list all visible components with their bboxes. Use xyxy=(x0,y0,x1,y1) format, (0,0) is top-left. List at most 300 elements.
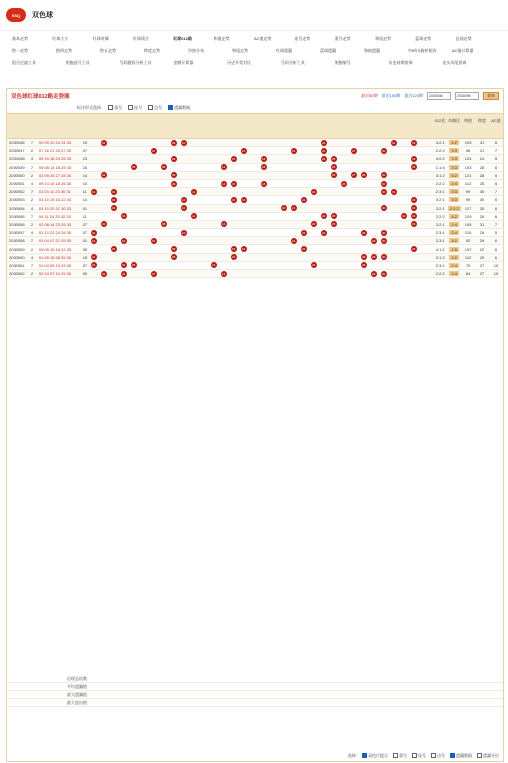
red-ball: 08 xyxy=(162,222,166,227)
footer-row: 最大遗漏值 xyxy=(7,691,503,699)
red-ball: 05 xyxy=(132,263,136,268)
blue: 05 xyxy=(82,246,88,252)
stats xyxy=(433,214,503,219)
odd-even: 4:2 xyxy=(451,172,457,178)
odd-even: 2:4 xyxy=(451,221,457,227)
opt-consecutive[interactable]: 连号 xyxy=(128,105,142,111)
issue: 2030061 xyxy=(9,262,25,268)
red-ball: 30 xyxy=(382,181,386,186)
table-row xyxy=(7,196,503,204)
red-ball: 11 xyxy=(192,189,196,194)
nav-item[interactable]: 号码跟踪分析工具 xyxy=(119,60,152,65)
span: 22 xyxy=(479,246,485,252)
opt-omission[interactable]: 遗漏数据 xyxy=(168,105,190,111)
issue: 2030050 xyxy=(9,172,25,178)
nav-item[interactable]: 跨一走势 xyxy=(12,48,28,53)
sum: 99 xyxy=(465,197,471,203)
red-ball: 04 xyxy=(122,263,126,268)
red-ball: 33 xyxy=(412,214,416,219)
red-ball: 26 xyxy=(342,181,346,186)
table-header xyxy=(7,113,503,139)
ratio-012: 3:2:1 xyxy=(435,140,445,146)
stats xyxy=(433,206,503,211)
red-ball: 09 xyxy=(172,247,176,252)
sum: 103 xyxy=(464,164,472,170)
span: 25 xyxy=(479,181,485,187)
nav-item[interactable]: 基本走势 xyxy=(12,36,28,41)
ac: 6 xyxy=(494,254,498,260)
table-row xyxy=(7,155,503,163)
red-ball: 32 xyxy=(402,214,406,219)
odd-even: 3:3 xyxy=(451,148,457,154)
nav-item[interactable]: 蓝球走势 xyxy=(415,36,432,41)
ac: 10 xyxy=(493,262,499,268)
query-button[interactable]: 查询 xyxy=(483,92,499,100)
red-ball: 25 xyxy=(332,173,336,178)
red-ball: 15 xyxy=(232,181,236,186)
red-ball: 07 xyxy=(152,148,156,153)
red-ball: 28 xyxy=(362,255,366,260)
ac: 5 xyxy=(494,172,498,178)
blue: 10 xyxy=(82,181,88,187)
nav-item[interactable]: 跨四走势 xyxy=(56,48,72,53)
red-ball: 18 xyxy=(262,156,266,161)
blue: 14 xyxy=(82,172,88,178)
stats xyxy=(433,148,503,153)
odd-even: 4:2 xyxy=(451,254,457,260)
issue: 2030056 xyxy=(9,221,25,227)
nav-item[interactable]: 历史开奖对比 xyxy=(227,60,252,65)
blue: 11 xyxy=(82,189,87,195)
nav-item[interactable]: 和尾走势 xyxy=(374,36,391,41)
blue: 16 xyxy=(82,164,88,170)
trend-rows xyxy=(7,139,503,671)
numbers: 05 08 14 18 25 33 xyxy=(38,164,72,170)
span: 31 xyxy=(479,140,485,146)
nav-item[interactable]: 跨五走势 xyxy=(100,48,116,53)
nav-item[interactable]: 冷热分布 xyxy=(188,48,204,53)
blue: 01 xyxy=(82,205,88,211)
weekday: 2 xyxy=(30,197,34,203)
table-row xyxy=(7,221,503,229)
blue: 13 xyxy=(82,156,88,162)
ball-grid xyxy=(91,205,434,212)
ac: 6 xyxy=(494,246,498,252)
numbers: 07 16 21 24 27 30 xyxy=(38,148,72,154)
red-ball: 30 xyxy=(382,148,386,153)
odd-even: 4:2 xyxy=(451,213,457,219)
issue: 2030058 xyxy=(9,238,25,244)
bottom-selector xyxy=(348,753,499,759)
stats xyxy=(433,222,503,227)
ac: 6 xyxy=(494,238,498,244)
red-ball: 31 xyxy=(392,140,396,145)
red-ball: 29 xyxy=(372,271,376,276)
numbers: 04 11 24 25 32 33 xyxy=(38,213,71,219)
weekday: 7 xyxy=(30,213,34,219)
nav-item[interactable]: 连号走势 xyxy=(294,36,311,41)
issue: 2030053 xyxy=(9,197,25,203)
red-ball: 23 xyxy=(312,263,316,268)
header xyxy=(0,0,508,31)
table-row xyxy=(7,213,503,221)
nav-item[interactable]: 中6红5旋转矩阵 xyxy=(408,48,437,53)
nav-row xyxy=(12,45,496,57)
ball-grid xyxy=(91,213,434,220)
issue: 2030051 xyxy=(9,181,25,187)
issue: 2030052 xyxy=(9,189,25,195)
ball-grid xyxy=(91,139,434,146)
table-row xyxy=(7,229,503,237)
nav-item[interactable]: 和值走势 xyxy=(213,36,230,41)
red-ball: 10 xyxy=(182,206,186,211)
red-ball: 09 xyxy=(172,173,176,178)
red-ball: 08 xyxy=(162,165,166,170)
table-row xyxy=(7,139,503,147)
opts-bar xyxy=(7,103,503,113)
footer xyxy=(7,675,503,707)
red-ball: 01 xyxy=(92,263,96,268)
ac: 10 xyxy=(493,271,499,277)
stat-header: 跨度 xyxy=(478,118,486,123)
blue: 07 xyxy=(82,148,88,154)
odd-even: 2:4 xyxy=(451,181,457,187)
blue: 19 xyxy=(82,140,88,146)
red-ball: 29 xyxy=(372,255,376,260)
issue: 2030060 xyxy=(9,254,25,260)
red-ball: 14 xyxy=(222,165,226,170)
ratio-012: 2:3:1 xyxy=(435,238,445,244)
red-ball: 23 xyxy=(312,189,316,194)
red-ball: 28 xyxy=(362,173,366,178)
stats xyxy=(433,263,503,268)
opt-repeat[interactable]: 重号 xyxy=(108,105,122,111)
red-ball: 24 xyxy=(322,156,326,161)
weekday: 4 xyxy=(30,230,34,236)
table-row xyxy=(7,237,503,245)
red-ball: 24 xyxy=(322,140,326,145)
ratio-012: 3:1:2 xyxy=(435,172,445,178)
stats xyxy=(433,238,503,243)
red-ball: 20 xyxy=(282,206,286,211)
red-ball: 30 xyxy=(382,255,386,260)
blue: 07 xyxy=(82,230,88,236)
red-ball: 31 xyxy=(392,189,396,194)
numbers: 01 10 22 24 28 30 xyxy=(38,230,72,236)
sum: 92 xyxy=(465,238,471,244)
footer-row: 最大连出值 xyxy=(7,699,503,707)
red-ball: 33 xyxy=(412,140,416,145)
ac: 6 xyxy=(494,164,498,170)
span: 29 xyxy=(479,238,485,244)
sum: 84 xyxy=(465,271,471,277)
red-ball: 09 xyxy=(172,181,176,186)
footer-row: 出现总次数 xyxy=(7,675,503,683)
weekday: 7 xyxy=(30,238,34,244)
red-ball: 21 xyxy=(292,148,296,153)
nav-row xyxy=(12,57,496,69)
odd-even: 3:3 xyxy=(451,156,457,162)
red-ball: 25 xyxy=(332,214,336,219)
stat-header: 奇偶比 xyxy=(448,118,460,123)
red-ball: 25 xyxy=(332,165,336,170)
red-ball: 30 xyxy=(382,189,386,194)
nav-item[interactable]: 金额计算器 xyxy=(173,60,194,65)
issue: 2030049 xyxy=(9,164,25,170)
bottom-option[interactable]: 重号 xyxy=(393,753,407,759)
sum: 75 xyxy=(465,262,471,268)
ac: 7 xyxy=(494,189,498,195)
odd-even: 3:3 xyxy=(451,197,457,203)
numbers: 01 09 15 28 29 30 xyxy=(38,254,72,260)
odd-even: 2:4 xyxy=(451,230,457,236)
stats xyxy=(433,165,503,170)
red-ball: 10 xyxy=(182,140,186,145)
bottom-option[interactable]: 边号 xyxy=(431,753,445,759)
nav-item[interactable]: 组合过滤工具 xyxy=(12,60,36,65)
ac: 5 xyxy=(494,181,498,187)
sum: 121 xyxy=(464,172,472,178)
red-ball: 02 xyxy=(102,173,106,178)
nav-item[interactable]: 胆拖选号工具 xyxy=(65,60,90,65)
stat-header: 012比 xyxy=(434,118,446,123)
ball-grid xyxy=(91,229,434,236)
red-ball: 33 xyxy=(412,156,416,161)
ball-grid xyxy=(91,147,434,154)
red-ball: 14 xyxy=(222,271,226,276)
nav-item[interactable]: 蓝球遗漏 xyxy=(320,48,336,53)
page-title: 双色球 xyxy=(32,12,53,19)
red-ball: 33 xyxy=(412,206,416,211)
table-row xyxy=(7,254,503,262)
table-row xyxy=(7,164,503,172)
link-120[interactable]: 最近120期 xyxy=(404,93,423,98)
ball-grid xyxy=(91,155,434,162)
nav-row xyxy=(12,33,496,45)
red-ball: 16 xyxy=(242,247,246,252)
stats xyxy=(433,156,503,161)
stats xyxy=(433,255,503,260)
red-ball: 01 xyxy=(92,255,96,260)
red-ball: 33 xyxy=(412,165,416,170)
red-ball: 30 xyxy=(382,230,386,235)
numbers: 09 14 15 18 26 30 xyxy=(38,181,72,187)
sum: 109 xyxy=(464,140,472,146)
table-row xyxy=(7,172,503,180)
odd-even: 4:2 xyxy=(451,238,457,244)
issue: 2030062 xyxy=(9,271,25,277)
red-ball: 03 xyxy=(112,189,116,194)
red-ball: 02 xyxy=(102,222,106,227)
red-ball: 22 xyxy=(302,230,306,235)
ratio-012: 2:2:2 xyxy=(435,148,445,154)
numbers: 02 04 07 14 29 30 xyxy=(38,271,72,277)
ball-grid xyxy=(91,270,434,277)
sum: 115 xyxy=(464,230,472,236)
nav-item[interactable]: 号码分析工具 xyxy=(280,60,305,65)
bottom-option[interactable]: 遗漏分层 xyxy=(477,753,499,759)
ball-grid xyxy=(91,164,434,171)
red-ball: 01 xyxy=(92,230,96,235)
opt-edge[interactable]: 边号 xyxy=(148,105,162,111)
red-ball: 14 xyxy=(222,181,226,186)
red-ball: 15 xyxy=(232,247,236,252)
span: 28 xyxy=(479,164,485,170)
bottom-label: 选择: xyxy=(347,753,357,758)
table-row xyxy=(7,188,503,196)
odd-even: 3:3 xyxy=(451,164,457,170)
ratio-012: 1:1:4 xyxy=(435,164,445,170)
span: 28 xyxy=(479,172,485,178)
odd-even: 2:2:2 xyxy=(449,205,459,211)
blue: 07 xyxy=(82,262,88,268)
nav-item[interactable]: 区间走势 xyxy=(455,36,472,41)
red-ball: 09 xyxy=(172,255,176,260)
red-ball: 27 xyxy=(352,173,356,178)
red-ball: 30 xyxy=(382,206,386,211)
nav-item[interactable]: AC值计算器 xyxy=(452,48,474,53)
from-input[interactable]: 2030046 xyxy=(427,92,451,100)
nav-item[interactable]: 跨度走势 xyxy=(144,48,160,53)
red-ball: 28 xyxy=(362,230,366,235)
red-ball: 22 xyxy=(302,197,306,202)
span: 30 xyxy=(479,189,485,195)
nav-item[interactable]: 和尾走势 xyxy=(232,48,248,53)
red-ball: 28 xyxy=(362,263,366,268)
span: 30 xyxy=(479,197,485,203)
ratio-012: 4:1:1 xyxy=(435,246,445,252)
issue: 2030059 xyxy=(9,246,25,252)
span: 30 xyxy=(479,205,485,211)
ratio-012: 2:2:2 xyxy=(435,271,445,277)
opts-label: 标注形式选择: xyxy=(77,105,103,110)
issue: 2030055 xyxy=(9,213,25,219)
nav xyxy=(0,31,508,71)
ball-grid xyxy=(91,245,434,252)
numbers: 09 15 18 24 25 33 xyxy=(38,156,72,162)
issue: 2030057 xyxy=(9,230,25,236)
stats xyxy=(433,247,503,252)
blue: 15 xyxy=(82,254,88,260)
red-ball: 24 xyxy=(322,214,326,219)
numbers: 03 10 20 21 30 33 xyxy=(38,205,72,211)
ratio-012: 4:0:2 xyxy=(435,156,445,162)
weekday: 7 xyxy=(30,164,34,170)
stat-header: AC值 xyxy=(491,118,501,123)
nav-item[interactable]: 红球012路 xyxy=(173,36,192,41)
sum: 129 xyxy=(464,213,472,219)
red-ball: 29 xyxy=(372,238,376,243)
nav-item[interactable]: 红球质合 xyxy=(132,36,149,41)
sum: 112 xyxy=(464,181,472,187)
red-ball: 01 xyxy=(92,238,96,243)
sum: 96 xyxy=(465,148,471,154)
sum: 124 xyxy=(464,156,472,162)
red-ball: 14 xyxy=(222,222,226,227)
stats xyxy=(433,271,503,276)
table-row xyxy=(7,147,503,155)
ac: 6 xyxy=(494,140,498,146)
span: 31 xyxy=(479,221,485,227)
blue: 07 xyxy=(82,221,88,227)
nav-item[interactable]: 红球遗漏 xyxy=(276,48,292,53)
ratio-012: 2:3:1 xyxy=(435,262,445,268)
ratio-012: 2:2:2 xyxy=(435,213,445,219)
link-100[interactable]: 最近100期 xyxy=(381,93,401,98)
red-ball: 02 xyxy=(102,271,106,276)
bottom-option[interactable]: 遗漏数据 xyxy=(450,753,472,759)
nav-item[interactable]: 历史同期查询 xyxy=(388,60,413,65)
red-ball: 10 xyxy=(182,230,186,235)
issue: 2030046 xyxy=(9,140,25,146)
stats xyxy=(433,197,503,202)
ball-grid xyxy=(91,196,434,203)
red-ball: 33 xyxy=(412,222,416,227)
nav-item[interactable]: 龙头凤尾查询 xyxy=(442,60,467,65)
ratio-012: 2:3:1 xyxy=(435,189,445,195)
numbers: 02 09 25 27 28 30 xyxy=(38,172,72,178)
ratio-012: 3:2:1 xyxy=(435,197,445,203)
red-ball: 33 xyxy=(412,197,416,202)
nav-item[interactable]: 胆拖缩号 xyxy=(334,60,351,65)
weekday: 4 xyxy=(30,205,34,211)
red-ball: 03 xyxy=(112,247,116,252)
to-input[interactable]: 2030095 xyxy=(455,92,479,100)
span: 24 xyxy=(479,156,485,162)
nav-item[interactable]: 和值遗漏 xyxy=(364,48,380,53)
red-ball: 22 xyxy=(302,247,306,252)
red-ball: 21 xyxy=(292,238,296,243)
footer-row: 平均遗漏值 xyxy=(7,683,503,691)
numbers: 01 03 11 23 30 31 xyxy=(38,189,71,195)
table-row xyxy=(7,270,503,278)
stat-header: 和值 xyxy=(464,118,472,123)
odd-even: 4:2 xyxy=(451,140,457,146)
red-ball: 18 xyxy=(262,165,266,170)
bottom-option[interactable]: 双色行提示 xyxy=(362,753,388,759)
red-ball: 04 xyxy=(122,214,126,219)
numbers: 02 08 14 23 25 33 xyxy=(38,221,72,227)
ac: 5 xyxy=(494,230,498,236)
ball-grid xyxy=(91,221,434,228)
nav-item[interactable]: AC值走势 xyxy=(253,36,272,41)
blue: 14 xyxy=(82,197,88,203)
weekday: 4 xyxy=(30,254,34,260)
red-ball: 30 xyxy=(382,173,386,178)
red-ball: 04 xyxy=(122,238,126,243)
red-ball: 09 xyxy=(172,140,176,145)
bottom-option[interactable]: 连号 xyxy=(412,753,426,759)
red-ball: 03 xyxy=(112,206,116,211)
stats xyxy=(433,189,503,194)
numbers: 01 04 07 21 29 30 xyxy=(38,238,72,244)
link-50[interactable]: 最近50期 xyxy=(361,93,378,98)
red-ball: 15 xyxy=(232,197,236,202)
sum: 99 xyxy=(465,189,471,195)
span: 27 xyxy=(479,262,485,268)
red-ball: 01 xyxy=(92,189,96,194)
blue: 11 xyxy=(82,213,87,219)
red-ball: 09 xyxy=(172,156,176,161)
nav-item[interactable]: 红球奇偶 xyxy=(92,36,109,41)
nav-item[interactable]: 重号走势 xyxy=(334,36,351,41)
weekday: 2 xyxy=(30,172,34,178)
ac: 6 xyxy=(494,197,498,203)
nav-item[interactable]: 红球大小 xyxy=(52,36,69,41)
sum: 137 xyxy=(464,246,472,252)
red-ball: 07 xyxy=(152,238,156,243)
span: 29 xyxy=(479,213,485,219)
